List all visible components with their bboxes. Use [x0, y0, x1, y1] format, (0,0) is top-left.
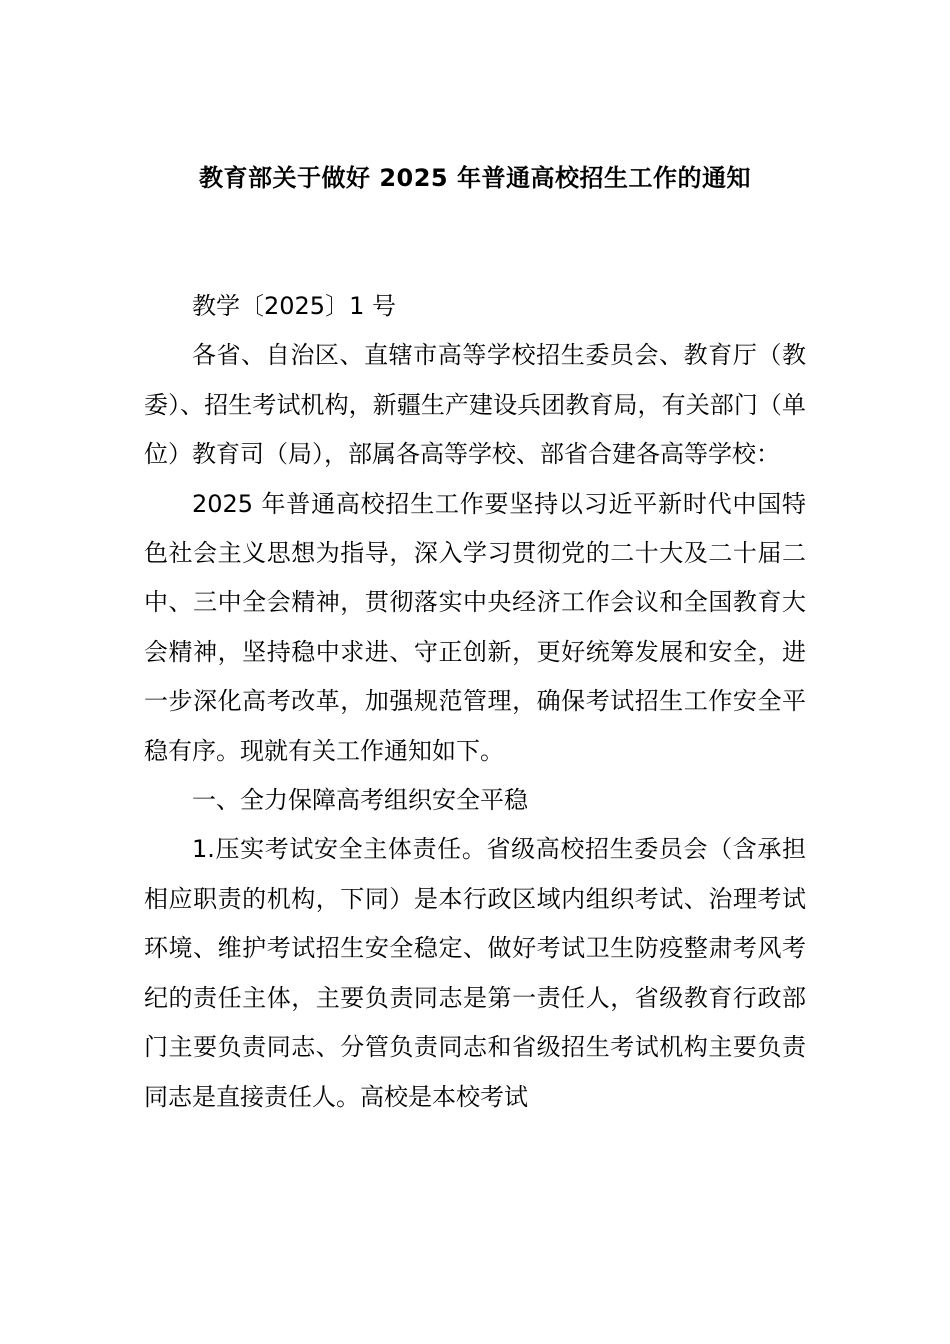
item-paragraph: 1.压实考试安全主体责任。省级高校招生委员会（含承担相应职责的机构，下同）是本行政区域内组织考试、治理考试环境、维护考试招生安全稳定、做好考试卫生防疫整肃考风考纪的责任主体，主要负责同志是第一责任人，省级教育行政部门主要负责同志、分管负责同志和省级招生考试机构主要负责同志是直接责任人。高校是本校考试 [144, 835, 806, 1111]
document-title: 教育部关于做好 2025 年普通高校招生工作的通知 [198, 164, 751, 192]
document-body [144, 282, 806, 1122]
intro-paragraph: 2025 年普通高校招生工作要坚持以习近平新时代中国特色社会主义思想为指导，深入学习贯彻党的二十大及二十届二中、三中全会精神，贯彻落实中央经济工作会议和全国教育大会精神，坚持稳中求进、守正创新，更好统筹发展和安全，进一步深化高考改革，加强规范管理，确保考试招生工作安全平稳有序。现就有关工作通知如下。 [144, 489, 806, 765]
document-number: 教学〔2025〕1 号 [192, 292, 396, 320]
addressee-paragraph: 各省、自治区、直辖市高等学校招生委员会、教育厅（教委）、招生考试机构，新疆生产建设兵团教育局，有关部门（单位）教育司（局），部属各高等学校、部省合建各高等学校： [144, 341, 806, 469]
section-heading: 一、全力保障高考组织安全平稳 [192, 786, 528, 815]
